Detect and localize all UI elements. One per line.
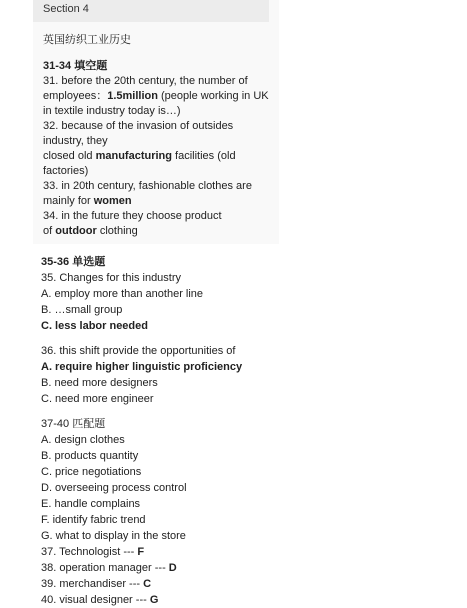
match-option-b: B. products quantity [41,450,139,462]
match-option-c: C. price negotiations [41,466,142,478]
q34-answer: outdoor [55,225,97,237]
part2-heading: 35-36 单选题 [41,256,106,268]
q35-question: 35. Changes for this industry [41,272,182,284]
q32-answer: manufacturing [95,150,172,162]
q34-line1: 34. in the future they choose product [43,210,222,222]
match-option-g: G. what to display in the store [41,530,186,542]
q31: 31. before the 20th century, the number of employees：1.5million (people working in UK in textile industry today is…) [43,75,269,117]
section-label: Section 4 [43,3,89,15]
section-header [33,0,269,22]
q34: of outdoor clothing [43,225,138,237]
match-answer-37: 37. Technologist --- F [41,546,145,558]
part1-heading: 31-34 填空题 [43,60,108,72]
match-answer-39: 39. merchandiser --- C [41,578,152,590]
bottom-content [41,254,301,608]
q36-option-c: C. need more engineer [41,393,154,405]
q33-answer: women [93,195,132,207]
match-option-e: E. handle complains [41,498,141,510]
q35-option-b: B. …small group [41,304,123,316]
q33: mainly for women [43,195,132,207]
q36-question: 36. this shift provide the opportunities of [41,345,236,357]
match-answer-40: 40. visual designer --- G [41,594,159,606]
match-answer-38: 38. operation manager --- D [41,562,177,574]
match-option-a: A. design clothes [41,434,125,446]
doc-title: 英国纺织工业历史 [43,34,131,46]
q36-option-b: B. need more designers [41,377,158,389]
q33-line1: 33. in 20th century, fashionable clothes are [43,180,252,192]
match-option-f: F. identify fabric trend [41,514,146,526]
match-option-d: D. overseeing process control [41,482,187,494]
part3-heading: 37-40 匹配题 [41,418,106,430]
q35-correct-option: C. less labor needed [41,320,148,332]
part1-content [43,33,275,239]
q31-answer: 1.5million [107,90,158,102]
q35-option-a: A. employ more than another line [41,288,204,300]
q36-correct-option: A. require higher linguistic proficiency [41,361,243,373]
top-answer-card [33,0,279,244]
q32: closed old manufacturing facilities (old factories) [43,150,236,177]
q32-line1: 32. because of the invasion of outsides industry, they [43,120,234,147]
